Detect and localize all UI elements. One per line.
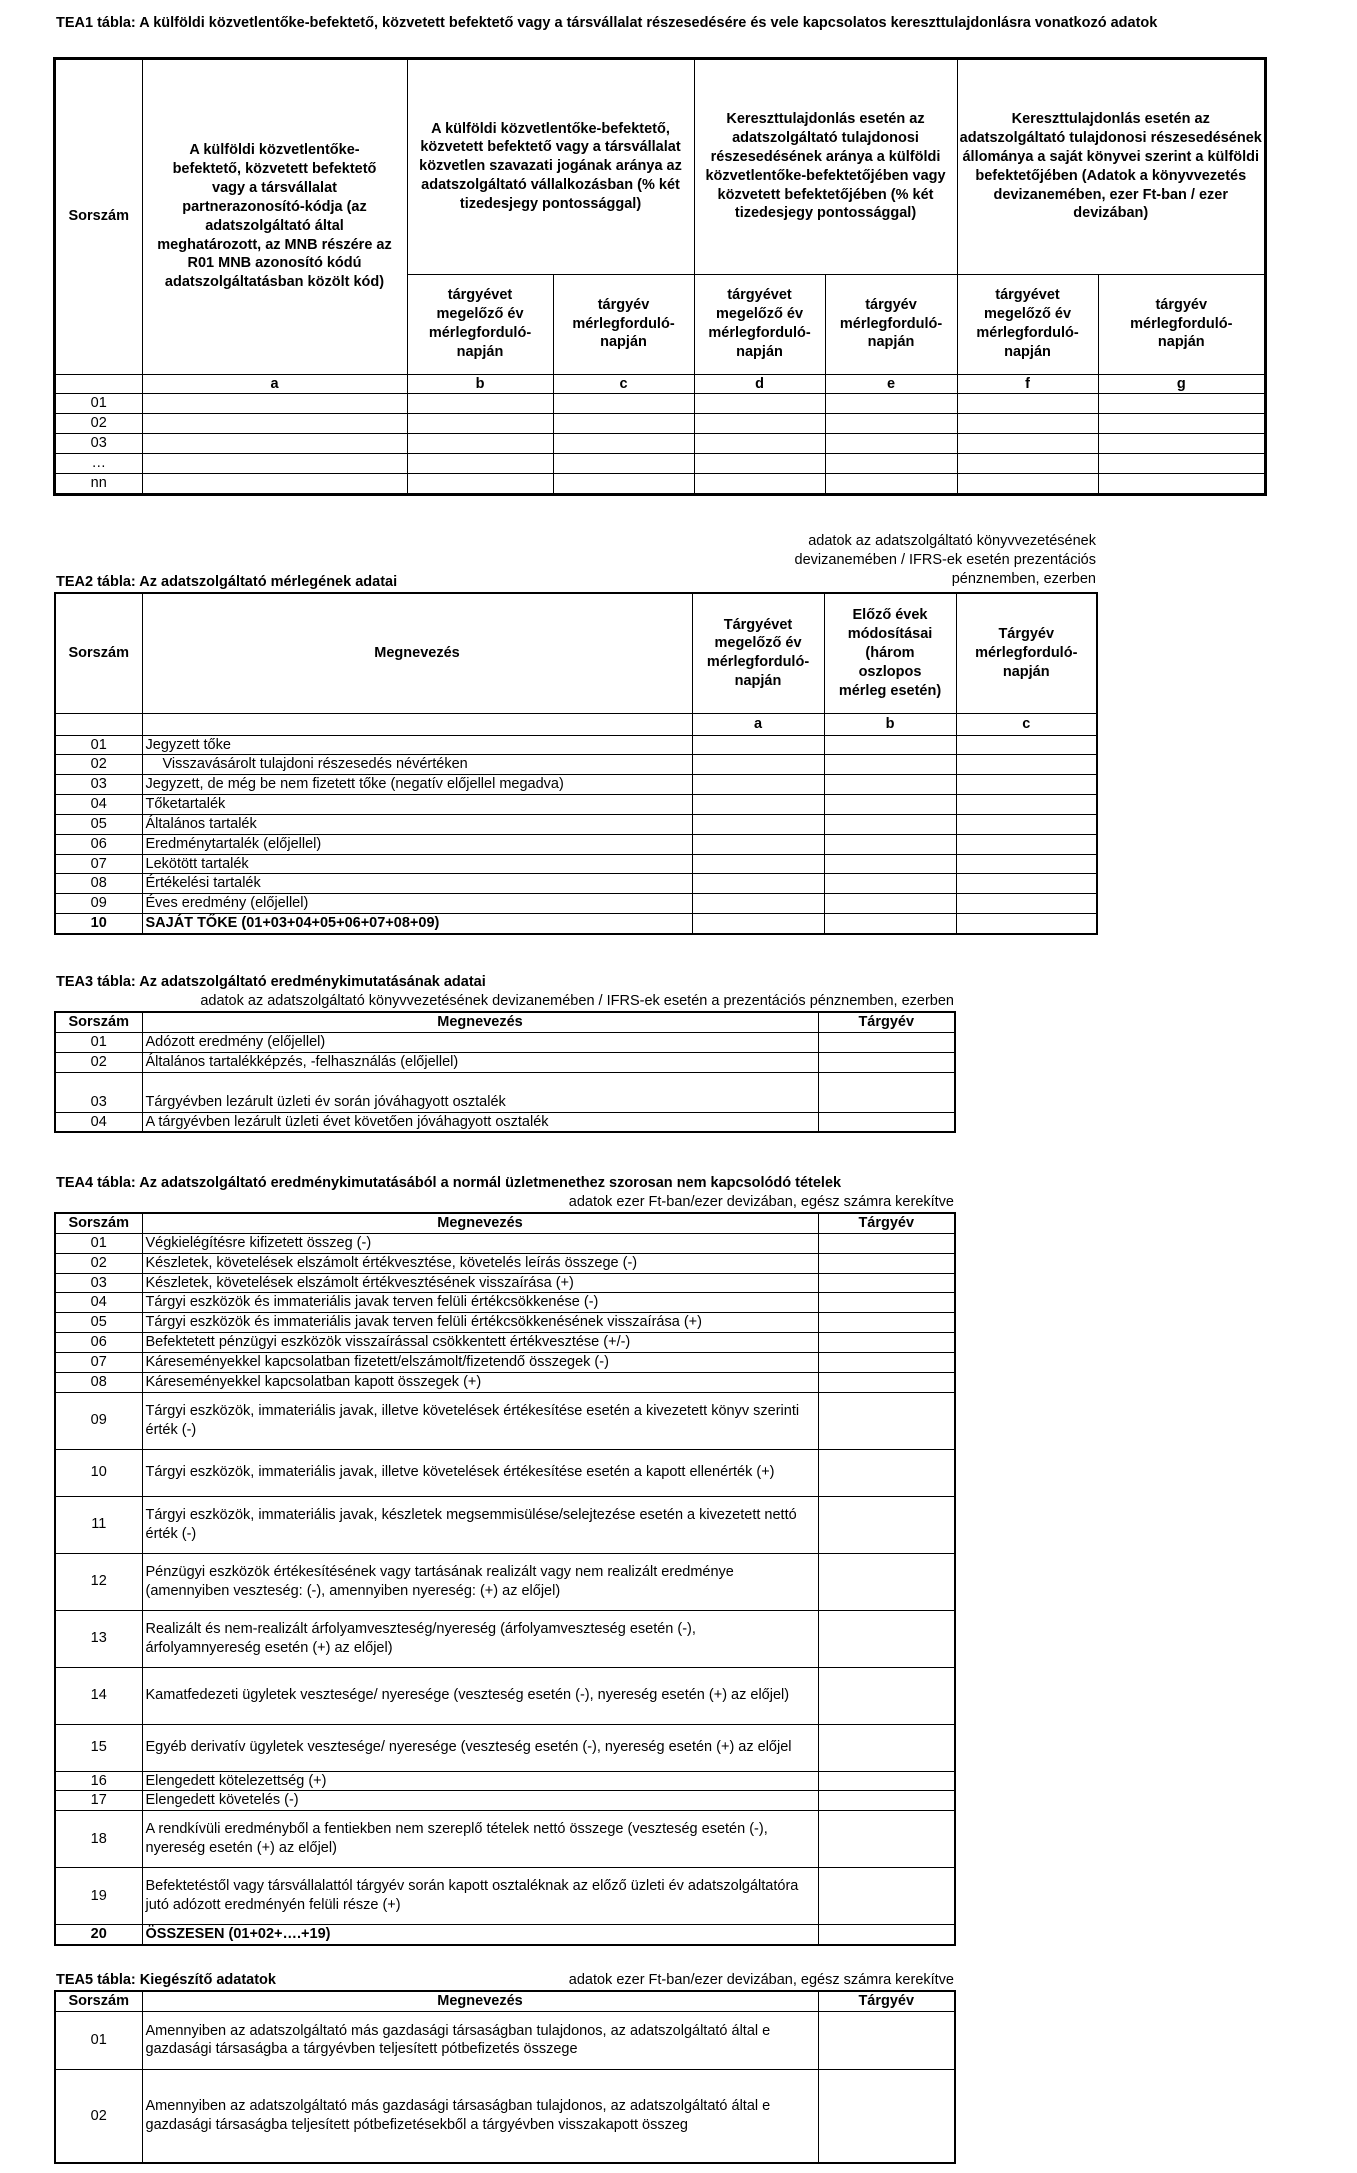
table-row [55, 1724, 955, 1771]
table-row [55, 453, 1265, 473]
tea2-title: TEA2 tábla: Az adatszolgáltató mérlegének adatai [56, 574, 398, 590]
row-number: 19 [55, 1868, 142, 1925]
row-label: Készletek, követelések elszámolt értékvesztésének visszaírása (+) [142, 1273, 818, 1293]
table-row [55, 1253, 955, 1273]
row-number: 16 [55, 1771, 142, 1791]
row-label: Eredménytartalék (előjellel) [142, 834, 692, 854]
row-label: Tárgyévben lezárult üzleti év során jóváhagyott osztalék [142, 1072, 818, 1112]
row-label: Jegyzett tőke [142, 735, 692, 755]
tea1-subheader-g: tárgyév mérlegforduló-napján [1098, 274, 1265, 374]
row-number: 07 [55, 854, 142, 874]
row-label: Készletek, követelések elszámolt értékvesztése, követelés leírás összege (-) [142, 1253, 818, 1273]
row-number: 10 [55, 914, 142, 934]
table-row [55, 414, 1265, 434]
row-number: 11 [55, 1496, 142, 1553]
table-row [55, 2069, 955, 2163]
row-number: 02 [55, 1052, 142, 1072]
tea4-title: TEA4 tábla: Az adatszolgáltató eredménykimutatásából a normál üzletmenethez szorosan nem kapcsolódó tételek [56, 1175, 842, 1191]
tea3-header-sorszam: Sorszám [55, 1012, 142, 1032]
tea1-letter-f: f [957, 374, 1098, 394]
table-row [55, 834, 1097, 854]
row-label: Általános tartalékképzés, -felhasználás (előjellel) [142, 1052, 818, 1072]
tea1-subheader-c: tárgyév mérlegforduló-napján [553, 274, 694, 374]
table-row [55, 1072, 955, 1112]
row-label: Befektetéstől vagy társvállalattól tárgyév során kapott osztaléknak az előző üzleti év adatszolgáltatóra jutó adózott eredményén felüli része (+) [142, 1868, 818, 1925]
row-label: Tárgyi eszközök, immateriális javak, illetve követelések értékesítése esetén a kapott ellenérték (+) [142, 1449, 818, 1496]
table-row [55, 1352, 955, 1372]
table-row [55, 1449, 955, 1496]
tea5-header-megnevezes: Megnevezés [142, 1991, 818, 2011]
row-label: Befektetett pénzügyi eszközök visszaírással csökkentett értékvesztése (+/-) [142, 1333, 818, 1353]
table-row [55, 1052, 955, 1072]
tea1-letter-c: c [553, 374, 694, 394]
row-number: 04 [55, 795, 142, 815]
tea3-unit-note: adatok az adatszolgáltató könyvvezetésének devizanemében / IFRS-ek esetén a prezentációs pénznemben, ezerben [200, 993, 954, 1009]
tea1-subheader-b: tárgyévet megelőző év mérlegforduló-napján [407, 274, 553, 374]
row-label: Jegyzett, de még be nem fizetett tőke (negatív előjellel megadva) [142, 775, 692, 795]
tea1-header-voting-share: A külföldi közvetlentőke-befektető, közvetett befektető vagy a társvállalat közvetlen szavazati jogának aránya az adatszolgáltató vállalkozásban (% két tizedesjegy pontossággal) [407, 59, 694, 274]
row-number: 02 [55, 2069, 142, 2163]
row-label: Káreseményekkel kapcsolatban fizetett/elszámolt/fizetendő összegek (-) [142, 1352, 818, 1372]
tea5-title: TEA5 tábla: Kiegészítő adatatok [56, 1972, 276, 1988]
table-row [55, 814, 1097, 834]
row-label: Egyéb derivatív ügyletek vesztesége/ nyeresége (veszteség esetén (-), nyereség esetén (+) az előjel [142, 1724, 818, 1771]
row-number: 03 [55, 1072, 142, 1112]
row-label: A rendkívüli eredményből a fentiekben nem szereplő tételek nettó összege (veszteség esetén (-), nyereség esetén (+) az előjel) [142, 1811, 818, 1868]
tea1-letter-e: e [825, 374, 957, 394]
table-row [55, 735, 1097, 755]
row-label: Értékelési tartalék [142, 874, 692, 894]
tea1-header-cross-ownership-ratio: Kereszttulajdonlás esetén az adatszolgáltató tulajdonosi részesedésének aránya a külföldi közvetlentőke-befektetőjében vagy közvetett befektetőjében (% két tizedesjegy pontossággal) [694, 59, 957, 274]
tea3-title: TEA3 tábla: Az adatszolgáltató eredménykimutatásának adatai [56, 974, 486, 990]
table-row [55, 1233, 955, 1253]
table-row [55, 1392, 955, 1449]
row-label: SAJÁT TŐKE (01+03+04+05+06+07+08+09) [142, 914, 692, 934]
row-label: Amennyiben az adatszolgáltató más gazdasági társaságban tulajdonos, az adatszolgáltató által e gazdasági társaságba a tárgyévben teljesített pótbefizetés összege [142, 2011, 818, 2069]
tea1-letter-g: g [1098, 374, 1265, 394]
row-label: Káreseményekkel kapcsolatban kapott összegek (+) [142, 1372, 818, 1392]
table-row [55, 1333, 955, 1353]
row-number: 01 [55, 735, 142, 755]
tea4-header-sorszam: Sorszám [55, 1213, 142, 1233]
table-row [55, 1667, 955, 1724]
table-row [55, 1112, 955, 1132]
row-number: … [55, 453, 142, 473]
tea2-header-c: Tárgyév mérlegforduló-napján [956, 593, 1097, 713]
row-number: 02 [55, 1253, 142, 1273]
tea2-unit-note: adatok az adatszolgáltató könyvvezetésének devizanemében / IFRS-ek esetén prezentációs pénznemben, ezerben [794, 533, 1096, 587]
row-label: Tárgyi eszközök, immateriális javak, készletek megsemmisülése/selejtezése esetén a kivezetett nettó érték (-) [142, 1496, 818, 1553]
tea2-header-sorszam: Sorszám [55, 593, 142, 713]
tea1-table [54, 58, 1266, 495]
row-label: Tőketartalék [142, 795, 692, 815]
tea1-letter-d: d [694, 374, 825, 394]
table-row [55, 1791, 955, 1811]
tea4-header-targyev: Tárgyév [818, 1213, 955, 1233]
tea5-header-targyev: Tárgyév [818, 1991, 955, 2011]
row-label: ÖSSZESEN (01+02+….+19) [142, 1925, 818, 1945]
row-label: Visszavásárolt tulajdoni részesedés névértéken [142, 755, 692, 775]
table-row [55, 473, 1265, 493]
table-row [55, 1925, 955, 1945]
row-label: Tárgyi eszközök, immateriális javak, illetve követelések értékesítése esetén a kivezetett könyv szerinti érték (-) [142, 1392, 818, 1449]
row-number: 03 [55, 1273, 142, 1293]
row-number: 10 [55, 1449, 142, 1496]
table-row [55, 1553, 955, 1610]
tea1-title: TEA1 tábla: A külföldi közvetlentőke-befektető, közvetett befektető vagy a társvállalat részesedésére és vele kapcsolatos kereszttulajdonlásra vonatkozó adatok [56, 15, 1158, 31]
table-row [55, 1293, 955, 1313]
row-number: 14 [55, 1667, 142, 1724]
row-number: 04 [55, 1112, 142, 1132]
row-label: Tárgyi eszközök és immateriális javak terven felüli értékcsökkenésének visszaírása (+) [142, 1313, 818, 1333]
row-label: Elengedett kötelezettség (+) [142, 1771, 818, 1791]
row-number: 04 [55, 1293, 142, 1313]
row-label: Végkielégítésre kifizetett összeg (-) [142, 1233, 818, 1253]
row-number: 17 [55, 1791, 142, 1811]
tea2-header-a: Tárgyévet megelőző év mérlegforduló-napján [692, 593, 824, 713]
row-label: Adózott eredmény (előjellel) [142, 1032, 818, 1052]
tea2-letter-b: b [824, 713, 956, 735]
row-number: 08 [55, 874, 142, 894]
tea2-table [54, 592, 1098, 935]
tea1-letter-row [55, 374, 1265, 394]
table-row [55, 894, 1097, 914]
table-row [55, 1032, 955, 1052]
tea2-letter-c: c [956, 713, 1097, 735]
table-row [55, 1610, 955, 1667]
table-row [55, 775, 1097, 795]
row-number: 13 [55, 1610, 142, 1667]
row-number: 18 [55, 1811, 142, 1868]
tea1-subheader-d: tárgyévet megelőző év mérlegforduló-napján [694, 274, 825, 374]
row-number: 06 [55, 834, 142, 854]
table-row [55, 1313, 955, 1333]
row-label: Lekötött tartalék [142, 854, 692, 874]
row-label: Kamatfedezeti ügyletek vesztesége/ nyeresége (veszteség esetén (-), nyereség esetén (+) az előjel) [142, 1667, 818, 1724]
row-number: 09 [55, 894, 142, 914]
table-row [55, 755, 1097, 775]
row-number: 01 [55, 394, 142, 414]
table-row [55, 2011, 955, 2069]
table-row [55, 434, 1265, 454]
tea3-header-targyev: Tárgyév [818, 1012, 955, 1032]
row-label: Éves eredmény (előjellel) [142, 894, 692, 914]
tea4-unit-note: adatok ezer Ft-ban/ezer devizában, egész számra kerekítve [568, 1194, 954, 1210]
table-row [55, 394, 1265, 414]
table-row [55, 1771, 955, 1791]
row-label: Realizált és nem-realizált árfolyamveszteség/nyereség (árfolyamveszteség esetén (-), árfolyamnyereség esetén (+) az előjel) [142, 1610, 818, 1667]
row-number: 20 [55, 1925, 142, 1945]
row-number: 03 [55, 775, 142, 795]
table-row [55, 1372, 955, 1392]
row-label: Általános tartalék [142, 814, 692, 834]
table-row [55, 1273, 955, 1293]
row-number: 15 [55, 1724, 142, 1771]
tea1-subheader-e: tárgyév mérlegforduló-napján [825, 274, 957, 374]
tea4-header-megnevezes: Megnevezés [142, 1213, 818, 1233]
tea1-subheader-f: tárgyévet megelőző év mérlegforduló-napján [957, 274, 1098, 374]
tea2-letter-a: a [692, 713, 824, 735]
row-number: 06 [55, 1333, 142, 1353]
table-row [55, 874, 1097, 894]
tea1-letter-a: a [142, 374, 407, 394]
tea3-table [54, 1011, 956, 1133]
tea1-header-cross-ownership-stock: Kereszttulajdonlás esetén az adatszolgáltató tulajdonosi részesedésének állománya a saját könyvei szerint a külföldi befektetőjében (Adatok a könyvvezetés devizanemében, ezer Ft-ban / ezer devizában) [957, 59, 1265, 274]
table-row [55, 1811, 955, 1868]
row-label: Elengedett követelés (-) [142, 1791, 818, 1811]
tea5-table [54, 1990, 956, 2164]
row-number: 01 [55, 1032, 142, 1052]
tea1-letter-b: b [407, 374, 553, 394]
row-number: 02 [55, 755, 142, 775]
row-number: 09 [55, 1392, 142, 1449]
tea2-letter-row [55, 713, 1097, 735]
tea1-header-partner-code: A külföldi közvetlentőke-befektető, közvetett befektető vagy a társvállalat partnerazonosító-kódja (az adatszolgáltató által meghatározott, az MNB részére az R01 MNB azonosító kódú adatszolgáltatásban közölt kód) [142, 59, 407, 374]
table-row [55, 1868, 955, 1925]
tea4-table [54, 1212, 956, 1946]
row-number: 01 [55, 2011, 142, 2069]
tea1-header-sorszam: Sorszám [55, 59, 142, 374]
row-label: A tárgyévben lezárult üzleti évet követően jóváhagyott osztalék [142, 1112, 818, 1132]
tea5-unit-note: adatok ezer Ft-ban/ezer devizában, egész számra kerekítve [568, 1972, 954, 1988]
row-number: 03 [55, 434, 142, 454]
row-number: 05 [55, 1313, 142, 1333]
table-row [55, 914, 1097, 934]
table-row [55, 795, 1097, 815]
tea2-header-megnevezes: Megnevezés [142, 593, 692, 713]
row-number: 08 [55, 1372, 142, 1392]
row-number: 05 [55, 814, 142, 834]
row-number: 12 [55, 1553, 142, 1610]
row-label: Tárgyi eszközök és immateriális javak terven felüli értékcsökkenése (-) [142, 1293, 818, 1313]
tea5-header-sorszam: Sorszám [55, 1991, 142, 2011]
row-number: nn [55, 473, 142, 493]
tea3-header-megnevezes: Megnevezés [142, 1012, 818, 1032]
row-number: 02 [55, 414, 142, 434]
row-label: Amennyiben az adatszolgáltató más gazdasági társaságban tulajdonos, az adatszolgáltató által e gazdasági társaságba teljesített pótbefizetésekből a tárgyévben visszakapott összeg [142, 2069, 818, 2163]
row-number: 07 [55, 1352, 142, 1372]
row-number: 01 [55, 1233, 142, 1253]
table-row [55, 854, 1097, 874]
tea2-header-b: Előző évek módosításai (három oszlopos mérleg esetén) [824, 593, 956, 713]
row-label: Pénzügyi eszközök értékesítésének vagy tartásának realizált vagy nem realizált eredménye (amennyiben veszteség: (-), amennyiben nyereség: (+) az előjel) [142, 1553, 818, 1610]
table-row [55, 1496, 955, 1553]
